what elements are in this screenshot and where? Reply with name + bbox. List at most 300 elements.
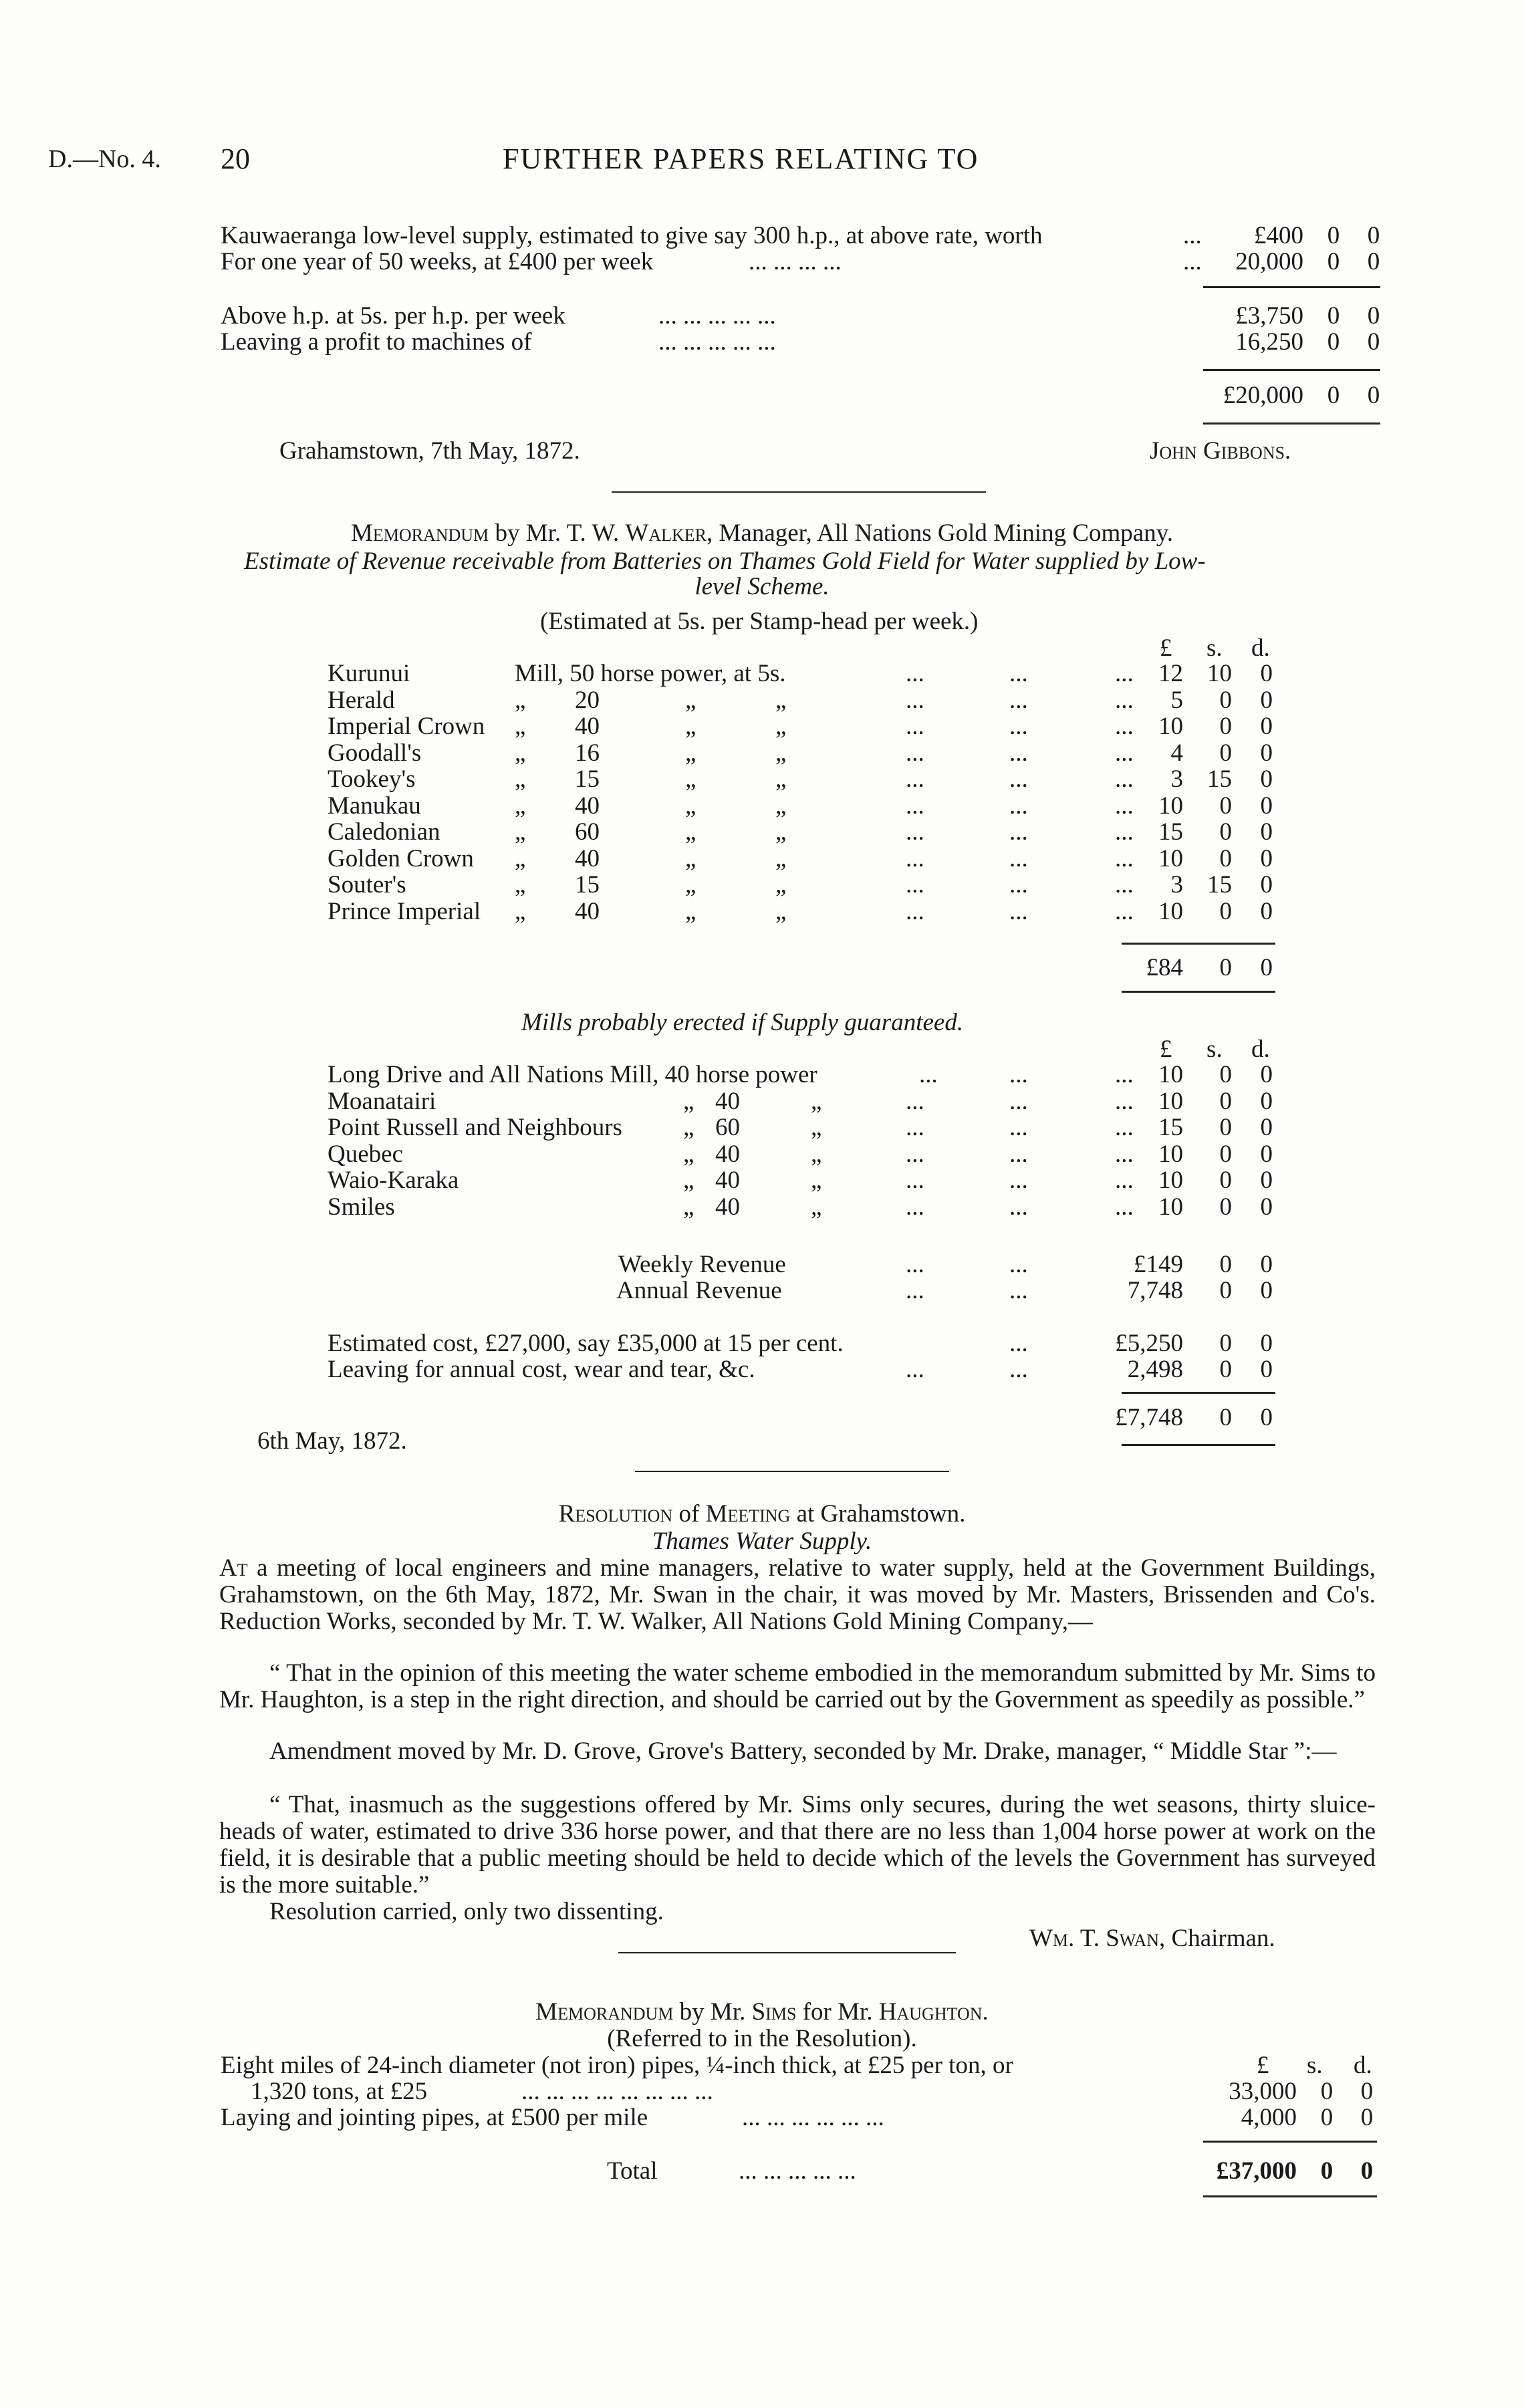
horse-power: 40 [575, 713, 600, 740]
amount-shillings: 0 [1327, 302, 1340, 330]
ditto-mark: „ [811, 1140, 822, 1168]
leader-dots: ... [906, 1277, 924, 1304]
col-shillings: s. [1206, 634, 1223, 662]
horse-power: 40 [575, 792, 600, 820]
amount-shillings: 0 [1219, 897, 1232, 925]
horse-power: 40 [715, 1193, 740, 1221]
heading-text: by Mr. T. W. [495, 519, 620, 547]
walker-note: (Estimated at 5s. per Stamp-head per week.) [540, 608, 979, 635]
horse-power: 15 [575, 765, 600, 793]
horse-power: 16 [575, 739, 600, 767]
cost-label: Estimated cost, £27,000, say £35,000 at 15 per cent. [328, 1330, 844, 1357]
mill-name: Point Russell and Neighbours [328, 1114, 622, 1141]
amount-shillings: 10 [1207, 660, 1232, 687]
leader-dots: ... [1009, 1167, 1028, 1194]
sum-rule [1203, 2141, 1377, 2143]
table-row [0, 793, 1524, 820]
leader-dots: ... [1009, 1193, 1028, 1221]
total-shillings: 0 [1219, 954, 1232, 981]
section-divider [618, 1952, 956, 1953]
leader-dots: ... [906, 792, 924, 820]
ditto-mark: „ [515, 897, 526, 925]
amount-shillings: 0 [1219, 1167, 1232, 1194]
amount-pence: 0 [1367, 302, 1380, 330]
table-row [0, 687, 1524, 714]
mill-name: Imperial Crown [328, 713, 485, 740]
horse-power: 15 [575, 871, 600, 898]
table-row [0, 846, 1524, 872]
col-shillings: s. [1206, 1036, 1223, 1063]
ditto-mark: „ [515, 765, 526, 793]
resolution-heading [0, 1501, 1524, 1528]
horse-power: 40 [715, 1087, 740, 1115]
leader-dots: ... [1009, 660, 1028, 687]
table-row [0, 898, 1524, 925]
leaving-shillings: 0 [1219, 1356, 1232, 1383]
leader-dots: ... [1115, 1087, 1134, 1115]
leader-dots: ... [1009, 1356, 1028, 1383]
amount-shillings: 15 [1207, 765, 1232, 793]
leader-dots: ... [906, 713, 924, 740]
leader-dots: ... [1115, 1140, 1134, 1168]
amount-pounds: £3,750 [1235, 302, 1303, 330]
amount-pounds: 10 [1158, 1167, 1183, 1194]
ditto-mark: „ [685, 818, 696, 846]
amount-pence: 0 [1260, 765, 1273, 793]
leader-dots: ... [906, 686, 924, 714]
leader-dots: ... [1115, 739, 1134, 767]
total-pounds: £84 [1146, 954, 1183, 981]
col-pence: d. [1251, 1036, 1270, 1063]
ditto-mark: „ [775, 765, 787, 793]
ditto-mark: „ [515, 818, 526, 846]
leader-dots: ... [919, 1061, 938, 1088]
ditto-mark: „ [685, 844, 696, 872]
amount-shillings: 0 [1219, 1087, 1232, 1115]
leader-dots: ... [1009, 1140, 1028, 1168]
leader-dots: ... [1183, 248, 1202, 275]
annual-label: Annual Revenue [616, 1277, 782, 1304]
col-pence: d. [1251, 634, 1270, 662]
place-date: Grahamstown, 7th May, 1872. [279, 437, 580, 465]
leader-dots: ... [1009, 1251, 1028, 1278]
grand-total-pence: 0 [1260, 1404, 1273, 1431]
section-divider [612, 491, 986, 493]
amount-shillings: 0 [1219, 818, 1232, 846]
paragraph-lead: At [219, 1554, 248, 1582]
horse-power: 40 [715, 1140, 740, 1168]
amount-pounds: 15 [1158, 1114, 1183, 1141]
ditto-mark: „ [811, 1193, 822, 1221]
ditto-mark: „ [683, 1087, 694, 1115]
leader-dots: ... [1115, 818, 1134, 846]
table-row [0, 660, 1524, 687]
total-pounds: £20,000 [1223, 382, 1303, 409]
heading-word: Memorandum [350, 519, 489, 547]
leader-dots: ... [906, 1114, 924, 1141]
amount-shillings: 0 [1219, 739, 1232, 767]
table-row [0, 713, 1524, 740]
leader-dots: ... [1009, 713, 1028, 740]
horse-power: 40 [715, 1167, 740, 1194]
amount-pence: 0 [1260, 660, 1273, 687]
amount-pence: 0 [1367, 222, 1380, 249]
leader-dots: ... [1009, 818, 1028, 846]
amount-pounds: 3 [1170, 765, 1183, 793]
heading-meeting: Meeting [705, 1500, 791, 1528]
ditto-mark: „ [775, 792, 787, 820]
mill-name: Long Drive and All Nations Mill, 40 horse power [328, 1061, 817, 1088]
mills-heading: Mills probably erected if Supply guaranteed. [521, 1009, 964, 1036]
table-row [0, 1141, 1524, 1168]
paragraph-text: a meeting of local engineers and mine managers, relative to water supply, held at the Government Buildings, Grahamstown, on the 6th May, 1872, Mr. Swan in the chair, it was moved by Mr. Masters, Brissenden and Co's. Reduction Works, seconded by Mr. T. W. Walker, All Nations Gold Mining Company,— [219, 1554, 1376, 1635]
amount-pounds: £400 [1254, 222, 1303, 249]
amount-shillings: 0 [1219, 1114, 1232, 1141]
sims-row-text: Eight miles of 24-inch diameter (not iron) pipes, ¼-inch thick, at £25 per ton, or [221, 2052, 1013, 2079]
leader-dots: ... [1009, 1087, 1028, 1115]
mill-name: Souter's [328, 871, 406, 898]
ditto-mark: „ [685, 739, 696, 767]
leader-dots: ... [1009, 739, 1028, 767]
amount-pence: 0 [1260, 871, 1273, 898]
leader-dots: ... [906, 1167, 924, 1194]
annual-pounds: 7,748 [1127, 1277, 1183, 1304]
total-pence: 0 [1260, 954, 1273, 981]
amount-pounds: 10 [1158, 844, 1183, 872]
ditto-mark: „ [515, 739, 526, 767]
ditto-mark: „ [683, 1140, 694, 1168]
table-row [0, 1167, 1524, 1194]
amount-shillings: 0 [1320, 2104, 1334, 2131]
leader-dots: ... [1115, 897, 1134, 925]
gibbons-row-text: Kauwaeranga low-level supply, estimated to give say 300 h.p., at above rate, worth [221, 222, 1043, 249]
leader-dots: ... [1009, 1330, 1028, 1357]
leader-dots: ... [906, 739, 924, 767]
heading-for: for Mr. [802, 1998, 873, 2026]
amount-shillings: 0 [1327, 248, 1340, 275]
amount-pounds: 4 [1170, 739, 1183, 767]
amount-pounds: 10 [1158, 897, 1183, 925]
col-pound: £ [1160, 1036, 1172, 1063]
chairman-signature [1029, 1925, 1275, 1952]
amendment-paragraph: Amendment moved by Mr. D. Grove, Grove's Battery, seconded by Mr. Drake, manager, “ Middle Star ”:— [269, 1737, 1337, 1765]
sims-note: (Referred to in the Resolution). [607, 2025, 917, 2052]
amount-shillings: 0 [1219, 686, 1232, 714]
leader-dots: ... [1009, 1277, 1028, 1304]
ditto-mark: „ [811, 1087, 822, 1115]
amount-pence: 0 [1260, 1193, 1273, 1221]
amount-pounds: 15 [1158, 818, 1183, 846]
mill-name: Smiles [328, 1193, 395, 1221]
amount-shillings: 0 [1327, 222, 1340, 249]
leader-dots: ... [1183, 222, 1202, 249]
leaving-label: Leaving for annual cost, wear and tear, &c. [328, 1356, 755, 1383]
grand-total-pounds: £7,748 [1115, 1404, 1183, 1431]
amount-pence: 0 [1260, 739, 1273, 767]
memo-date: 6th May, 1872. [257, 1427, 407, 1455]
ditto-mark: „ [685, 765, 696, 793]
amount-pounds: 5 [1170, 686, 1183, 714]
ditto-mark: „ [775, 871, 787, 898]
total-pence: 0 [1360, 2157, 1374, 2185]
ditto-mark: „ [811, 1114, 822, 1141]
leader-dots: ... [906, 1193, 924, 1221]
amount-pence: 0 [1260, 1167, 1273, 1194]
leader-dots: ... [1115, 1061, 1134, 1088]
mill-name: Waio-Karaka [328, 1167, 459, 1194]
ditto-mark: „ [685, 686, 696, 714]
table-row [0, 766, 1524, 793]
ditto-mark: „ [683, 1167, 694, 1194]
amount-pounds: 33,000 [1229, 2078, 1297, 2105]
horse-power: 60 [715, 1114, 740, 1141]
signature-name: Wm. T. Swan, [1029, 1925, 1166, 1952]
amount-pence: 0 [1260, 792, 1273, 820]
leader-dots: ... ... ... ... ... ... [742, 2104, 884, 2131]
leader-dots: ... [1009, 897, 1028, 925]
page-title: FURTHER PAPERS RELATING TO [503, 142, 979, 175]
annual-shillings: 0 [1219, 1277, 1232, 1304]
amount-pence: 0 [1260, 818, 1273, 846]
table-row [0, 1062, 1524, 1088]
mill-name: Tookey's [328, 765, 416, 793]
ditto-mark: „ [515, 686, 526, 714]
sum-rule [1122, 991, 1275, 993]
leader-dots: ... [906, 1356, 924, 1383]
weekly-pence: 0 [1260, 1251, 1273, 1278]
amount-shillings: 0 [1219, 1140, 1232, 1168]
gibbons-row-text: Leaving a profit to machines of [221, 328, 532, 356]
table-row [0, 1114, 1524, 1141]
amount-pence: 0 [1360, 2078, 1374, 2105]
leader-dots: ... [1115, 686, 1134, 714]
ditto-mark: „ [685, 897, 696, 925]
total-shillings: 0 [1327, 382, 1340, 409]
walker-subtitle: Estimate of Revenue receivable from Batteries on Thames Gold Field for Water supplied by Low- [244, 548, 1206, 575]
walker-heading [0, 520, 1524, 547]
leader-dots: ... ... ... ... ... [658, 328, 776, 356]
leader-dots: ... ... ... ... ... [739, 2157, 856, 2185]
ditto-mark: „ [683, 1193, 694, 1221]
col-pound: £ [1160, 634, 1172, 662]
paragraph [219, 1555, 1376, 1635]
leader-dots: ... [1115, 792, 1134, 820]
horse-power: 40 [575, 844, 600, 872]
heading-word: Resolution [558, 1500, 673, 1528]
cost-shillings: 0 [1219, 1330, 1232, 1357]
ditto-mark: „ [515, 792, 526, 820]
series-label: D.—No. 4. [48, 145, 161, 173]
leader-dots: ... [906, 1251, 924, 1278]
heading-by: by Mr. [679, 1998, 746, 2026]
leader-dots: ... [906, 844, 924, 872]
amount-pence: 0 [1367, 248, 1380, 275]
amount-pounds: 10 [1158, 1061, 1183, 1088]
mill-name: Quebec [328, 1140, 403, 1168]
ditto-mark: „ [683, 1114, 694, 1141]
cost-pence: 0 [1260, 1330, 1273, 1357]
amount-pounds: 10 [1158, 792, 1183, 820]
weekly-pounds: £149 [1134, 1251, 1183, 1278]
amount-pence: 0 [1260, 1140, 1273, 1168]
total-rule [1203, 2195, 1377, 2197]
leader-dots: ... ... ... ... [749, 248, 842, 275]
amount-shillings: 0 [1219, 1193, 1232, 1221]
heading-word: Memorandum [535, 1998, 674, 2026]
sims-row-text: 1,320 tons, at £25 [251, 2078, 428, 2105]
ditto-mark: „ [515, 713, 526, 740]
amount-pounds: 16,250 [1235, 328, 1303, 356]
leader-dots: ... [1009, 792, 1028, 820]
gibbons-row-text: For one year of 50 weeks, at £400 per week [221, 248, 654, 275]
leader-dots: ... [906, 1087, 924, 1115]
leader-dots: ... [1009, 871, 1028, 898]
total-rule [1203, 423, 1380, 425]
mill-name: Herald [328, 686, 395, 714]
heading-of: of [678, 1500, 700, 1528]
leader-dots: ... [906, 1140, 924, 1168]
amount-pence: 0 [1260, 686, 1273, 714]
leader-dots: ... [1115, 844, 1134, 872]
weekly-shillings: 0 [1219, 1251, 1232, 1278]
sum-rule [1203, 369, 1380, 371]
leader-dots: ... [1009, 844, 1028, 872]
sum-rule [1122, 1392, 1275, 1394]
leader-dots: ... [1115, 660, 1134, 687]
ditto-mark: „ [775, 686, 787, 714]
ditto-mark: „ [685, 713, 696, 740]
sims-row-text: Laying and jointing pipes, at £500 per mile [221, 2104, 648, 2131]
amount-pence: 0 [1260, 1087, 1273, 1115]
leader-dots: ... [906, 897, 924, 925]
amount-pounds: 10 [1158, 1087, 1183, 1115]
leaving-pence: 0 [1260, 1356, 1273, 1383]
weekly-label: Weekly Revenue [618, 1251, 786, 1278]
col-shillings: s. [1307, 2052, 1323, 2079]
leader-dots: ... [1115, 871, 1134, 898]
cost-pounds: £5,250 [1115, 1330, 1183, 1357]
total-rule [1122, 1444, 1275, 1446]
mill-name: Moanatairi [328, 1087, 436, 1115]
amount-pounds: 20,000 [1235, 248, 1303, 275]
heading-name: Walker, [625, 519, 713, 547]
sum-rule [1122, 943, 1275, 945]
section-divider [635, 1471, 949, 1472]
col-pound: £ [1257, 2052, 1269, 2079]
amount-shillings: 0 [1320, 2078, 1334, 2105]
leader-dots: ... [1009, 1114, 1028, 1141]
heading-tail: Manager, All Nations Gold Mining Company. [719, 519, 1174, 547]
result-line: Resolution carried, only two dissenting. [269, 1898, 664, 1925]
mill-name: Golden Crown [328, 844, 474, 872]
heading-haughton: Haughton. [878, 1998, 989, 2026]
amount-pence: 0 [1260, 897, 1273, 925]
ditto-mark: „ [775, 713, 787, 740]
amount-pounds: 12 [1158, 660, 1183, 687]
ditto-mark: „ [775, 818, 787, 846]
horse-power: 60 [575, 818, 600, 846]
ditto-mark: „ [811, 1167, 822, 1194]
amount-shillings: 0 [1219, 792, 1232, 820]
sims-heading [0, 1999, 1524, 2026]
amount-shillings: 0 [1219, 1061, 1232, 1088]
leader-dots: ... [1009, 686, 1028, 714]
mill-desc: Mill, 50 horse power, at 5s. [515, 660, 786, 687]
amount-pounds: 4,000 [1241, 2104, 1297, 2131]
amount-shillings: 0 [1219, 713, 1232, 740]
table-row [0, 1088, 1524, 1115]
amount-pence: 0 [1260, 844, 1273, 872]
heading-sims: Sims [751, 1998, 797, 2026]
page-number: 20 [221, 142, 250, 175]
quote-paragraph: “ That in the opinion of this meeting the water scheme embodied in the memorandum submitted by Mr. Sims to Mr. Haughton, is a step in the right direction, and should be carried out by the Government as speedily as possible.” [219, 1659, 1376, 1713]
walker-subtitle-cont: level Scheme. [694, 573, 830, 600]
ditto-mark: „ [775, 897, 787, 925]
mill-name: Manukau [328, 792, 421, 820]
amount-pence: 0 [1260, 713, 1273, 740]
annual-pence: 0 [1260, 1277, 1273, 1304]
leaving-pounds: 2,498 [1127, 1356, 1183, 1383]
mill-name: Kurunui [328, 660, 410, 687]
quote-paragraph: “ That, inasmuch as the suggestions offered by Mr. Sims only secures, during the wet seasons, thirty sluice-heads of water, estimated to drive 336 horse power, and that there are no less than 1,004 horse power at work on the field, it is desirable that a public meeting should be held to decide which of the levels the Government has surveyed is the more suitable.” [219, 1791, 1376, 1899]
ditto-mark: „ [775, 739, 787, 767]
leader-dots: ... [1115, 1193, 1134, 1221]
ditto-mark: „ [515, 844, 526, 872]
ditto-mark: „ [685, 871, 696, 898]
ditto-mark: „ [685, 792, 696, 820]
table-row [0, 740, 1524, 767]
amount-shillings: 15 [1207, 871, 1232, 898]
signature: John Gibbons. [1150, 437, 1291, 465]
amount-pounds: 10 [1158, 1193, 1183, 1221]
horse-power: 20 [575, 686, 600, 714]
leader-dots: ... [1115, 765, 1134, 793]
leader-dots: ... [1009, 1061, 1028, 1088]
amount-shillings: 0 [1219, 844, 1232, 872]
table-row [0, 872, 1524, 898]
amount-pounds: 3 [1170, 871, 1183, 898]
leader-dots: ... [1115, 1114, 1134, 1141]
amount-pence: 0 [1367, 328, 1380, 356]
mill-name: Goodall's [328, 739, 422, 767]
leader-dots: ... ... ... ... ... ... ... ... [521, 2078, 713, 2105]
amount-pence: 0 [1260, 1061, 1273, 1088]
leader-dots: ... [906, 765, 924, 793]
ditto-mark: „ [515, 871, 526, 898]
total-label: Total [607, 2157, 658, 2185]
leader-dots: ... [906, 660, 924, 687]
leader-dots: ... [1115, 1167, 1134, 1194]
heading-tail: at Grahamstown. [796, 1500, 966, 1528]
total-pounds: £37,000 [1216, 2157, 1297, 2185]
mill-name: Prince Imperial [328, 897, 481, 925]
leader-dots: ... [906, 871, 924, 898]
horse-power: 40 [575, 897, 600, 925]
grand-total-shillings: 0 [1219, 1404, 1232, 1431]
gibbons-row-text: Above h.p. at 5s. per h.p. per week [221, 302, 565, 330]
table-row [0, 819, 1524, 846]
total-pence: 0 [1367, 382, 1380, 409]
leader-dots: ... [1009, 765, 1028, 793]
leader-dots: ... [906, 818, 924, 846]
signature-title: Chairman. [1171, 1925, 1275, 1952]
resolution-subtitle: Thames Water Supply. [652, 1528, 872, 1555]
table-row [0, 1194, 1524, 1221]
leader-dots: ... ... ... ... ... [658, 302, 776, 330]
amount-pence: 0 [1360, 2104, 1374, 2131]
col-pence: d. [1354, 2052, 1372, 2079]
amount-pounds: 10 [1158, 713, 1183, 740]
